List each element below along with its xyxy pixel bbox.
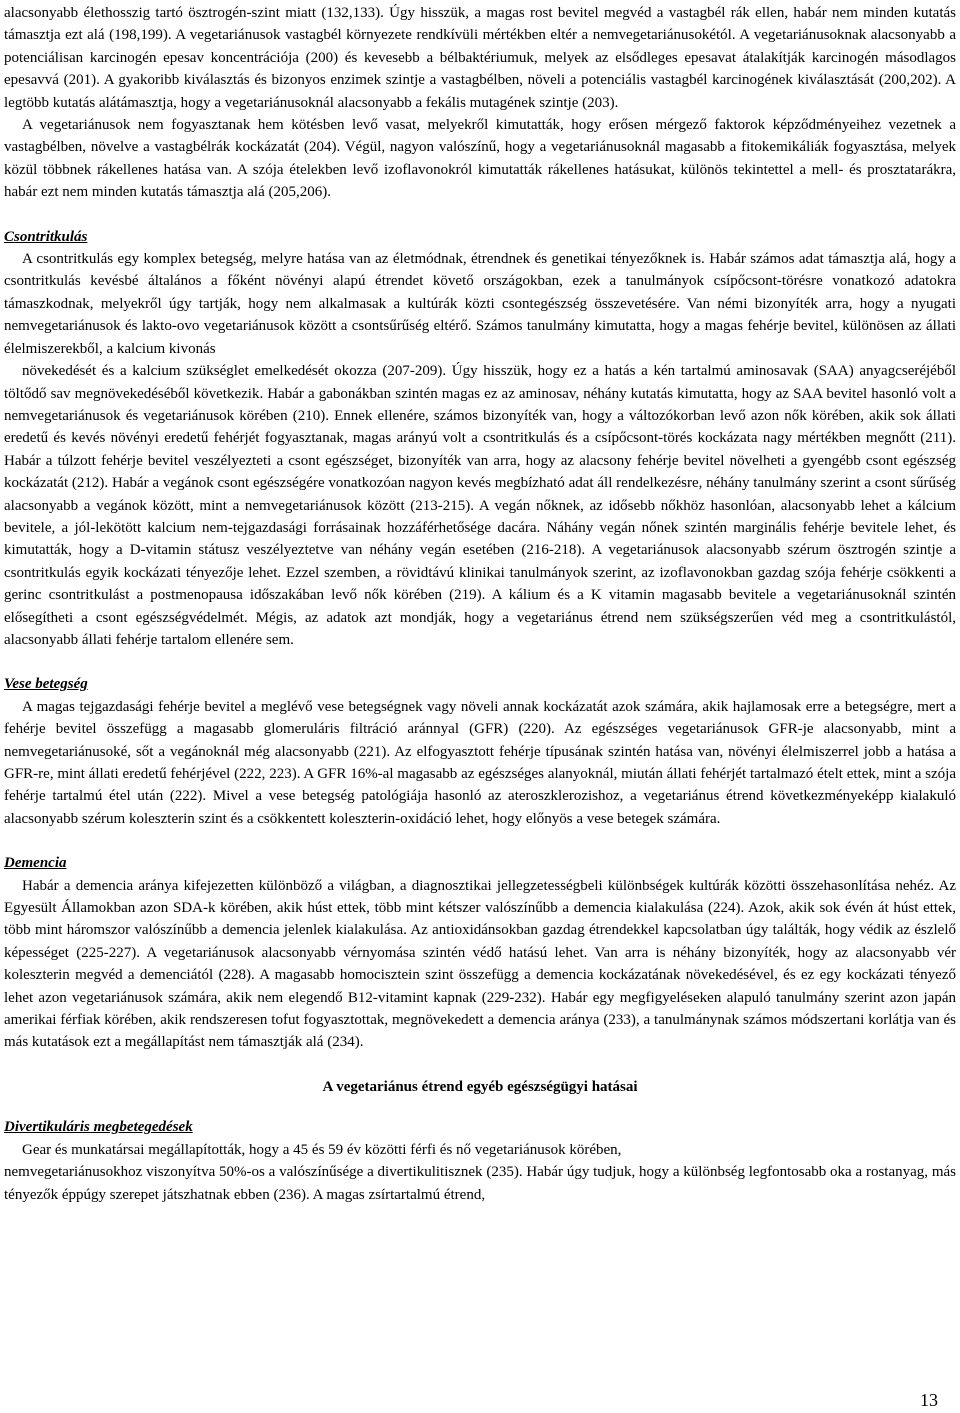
paragraph-colon-cancer-part1: alacsonyabb élethosszig tartó ösztrogén-szint miatt (132,133). Úgy hisszük, a magas rost bevitel megvéd a vastagbél rák ellen, habár nem minden kutatás támasztja ezt alá (198,199). A vegetariánusok vastagbél környezete rendkívüli mértékben eltér a nemvegetariánusokétól. (4, 5, 956, 44)
paragraph-dementia: Habár a demencia aránya kifejezetten különböző a világban, a diagnosztikai jellegzetességbeli különbségek kultúrák közötti összehasonlítása nehéz. Az Egyesült Államokban azon SDA-k körében, akik húst ettek, több mint kétszer valószínűbb a demencia kialakulása (224). Azok, akik sok évén át húst ettek, több mint háromszor valószínűbb a demencia jelenlek kialakulása. Az antioxidánsokban gazdag étrendekkel kapcsolatban úgy találták, hogy védik az észlelő képességet (225-227). A vegetariánusok alacsonyabb vérnyomása szintén védő hatású lehet. Van arra is néhány bizonyíték, hogy az alacsonyabb vér koleszterin megvéd a demenciától (228). A magasabb homocisztein szint összefügg a demencia kockázatának növekedésével, és ez egy kockázati tényező lehet azon vegetariánusok számára, akik nem elegendő B12-vitamint kapnak (229-232). Habár egy megfigyeléseken alapuló tanulmány szerint azon japán amerikai férfiak körében, akik rendszeresen tofut fogyasztottak, megnövekedett a demencia aránya (233), a tanulmánynak számos módszertani korlátja van és más kutatások ezt a megállapítást nem támasztják alá (234). (4, 877, 956, 1051)
paragraph-osteoporosis-intro: A csontritkulás egy komplex betegség, melyre hatása van az életmódnak, étrendnek és genetikai tényezőknek is. Habár számos adat támasztja alá, hogy a csontritkulás kevésbé általános a főként növényi alapú étrendet követő országokban, ezek a tanulmányok csípőcsont-törésre vonatkozó adatokra támaszkodnak, melyekről úgy tartják, hogy nem alkalmasak a kultúrák közti csontegészség összevetésére. Van némi bizonyíték arra, hogy a nyugati nemvegetariánusok és lakto-ovo vegetariánusok között a csontsűrűség eltérő. Számos tanulmány kimutatta, hogy a magas fehérje bevitel, különösen az állati élelmiszerekből, a kalcium kivonás (4, 251, 956, 357)
heading-diverticular: Divertikuláris megbetegedések (4, 1119, 193, 1136)
paragraph-osteoporosis-protein: növekedését és a kalcium szükséglet emelkedését okozza (207-209). Úgy hisszük, hogy ez a hatás a kén tartalmú aminosavak (SAA) anyagcseréjéből töltődő sav megnövekedéséből következik. Habár a gabonákban szintén magas ez az aminosav, néhány kutatás kimutatta, hogy az SAA bevitel hasonló volt a nemvegetariánusok és vegetariánusok körében (210). Ennek ellenére, számos bizonyíték van, hogy a változókorban levő azon nők körében, akik sok állati eredetű és kevés növényi eredetű fehérjét fogyasztanak, magas arányú volt a csontritkulás és a csípőcsont-törés kockázata nagy mértékben megnőtt (211). Habár a túlzott fehérje bevitel veszélyezteti a csont egészséget, bizonyíték van arra, hogy az alacsony fehérje bevitel növelheti a gyengébb csont egészség kockázatát (212). Habár a vegánok csont egészségére vonatkozóan nagyon kevés megbízható adat áll rendelkezésre, néhány tanulmány szerint a csont sűrűség alacsonyabb a vegánok között, mint a nemvegetariánusok között (213-215). A vegán nőknek, az idősebb nőkhöz hasonlóan, alacsonyabb lehet a kálcium bevitele, a jól-lekötött kalcium nem-tejgazdasági forrásainak hozzáférhetősége dacára. Náhány vegán nőnek szintén marginális fehérje bevitele lehet, és kimutatták, hogy a D-vitamin státusz veszélyeztetve van néhány vegán esetében (216-218). A vegetariánusok alacsonyabb szérum ösztrogén szintje a csontritkulás egyik kockázati tényezője lehet. Ezzel szemben, a rövidtávú klinikai tanulmányok szerint, az izoflavonokban gazdag szója fehérje csökkenti a gerinc csontritkulást a postmenopausa időszakában levő nők körében (219). A kálium és a K vitamin magasabb bevitele a vegetariánusoknál szintén elősegítheti a csont egészségvédelmét. Mégis, az adatok azt mondják, hogy a vegetariánus étrend nem szükségszerűen véd meg a csontritkulástól, alacsonyabb állati fehérje tartalom ellenére sem. (4, 363, 956, 648)
paragraph-diverticular-rest: nemvegetariánusokhoz viszonyítva 50%-os a valószínűsége a divertikulitisznek (235). Habár úgy tudjuk, hogy a különbség legfontosabb oka a rostanyag, más tényezők éppúgy szerepet játszhatnak ebben (236). A magas zsírtartalmú étrend, (4, 1164, 956, 1203)
page-number: 13 (920, 1390, 938, 1410)
heading-dementia: Demencia (4, 855, 67, 872)
paragraph-kidney-disease: A magas tejgazdasági fehérje bevitel a meglévő vese betegségnek vagy növeli annak kockázatát azok számára, akik hajlamosak erre a betegségre, mert a fehérje bevitel összefügg a magasabb glomeruláris filtráció aránnyal (GFR) (220). Az egészséges vegetariánusok GFR-je alacsonyabb, mint a nemvegetariánusoké, sőt a vegánoknál még alacsonyabb (221). Az elfogyasztott fehérje típusának szintén hatása van, növényi élelmiszerrel jobb a hatása a GFR-re, mint állati eredetű fehérjével (222, 223). A GFR 16%-al magasabb az egészséges alanyoknál, miután állati fehérjét tartalmazó ételt ettek, mint a szója fehérje tartalmú étel után (222). Mivel a vese betegség patológiája hasonló az ateroszklerozishoz, a vegetariánus étrend következményeképp kialakuló alacsonyabb szérum koleszterin szint és a csökkentett koleszterin-oxidáció lehet, hogy előnyös a vese betegek számára. (4, 698, 956, 827)
paragraph-colon-cancer-part2: A vegetariánusoknak alacsonyabb a potenciálisan karcinogén epesav koncentrációja (200) és kevesebb a bélbaktériumuk, melyek az elsődleges epesavat átalakítják karcinogén másodlagos epesavvá (201). A gyakoribb kiválasztás és bizonyos enzimek szintje a vastagbélben, növeli a potenciális vastagbél karcinogének kiválasztását (200,202). A legtöbb kutatás alátámasztja, hogy a vegetariánusoknál alacsonyabb a fekális mutagének szintje (203). (4, 27, 956, 111)
paragraph-diverticular-line1: Gear és munkatársai megállapították, hogy a 45 és 59 év közötti férfi és nő vegetariánusok körében, (22, 1141, 622, 1158)
paragraph-heme-iron: A vegetariánusok nem fogyasztanak hem kötésben levő vasat, melyekről kimutatták, hogy erősen mérgező faktorok képződményeihez vezetnek a vastagbélben, növelve a vastagbélrák kockázatát (204). Végül, nagyon valószínű, hogy a vegetariánusoknál magasabb a fitokemikáliák fogyasztása, melyek közül többnek rákellenes hatása van. A szója ételekben levő izoflavonokról kimutatták rákellenes hatásukat, különös tekintettel a mell- és prosztatarákra, habár ezt nem minden kutatás támasztja alá (205,206). (4, 117, 956, 201)
heading-kidney-disease: Vese betegség (4, 676, 88, 693)
paragraph-colon-cancer (4, 2, 956, 114)
heading-osteoporosis: Csontritkulás (4, 228, 88, 245)
section-title-other-effects: A vegetariánus étrend egyéb egészségügyi hatásai (322, 1078, 638, 1095)
